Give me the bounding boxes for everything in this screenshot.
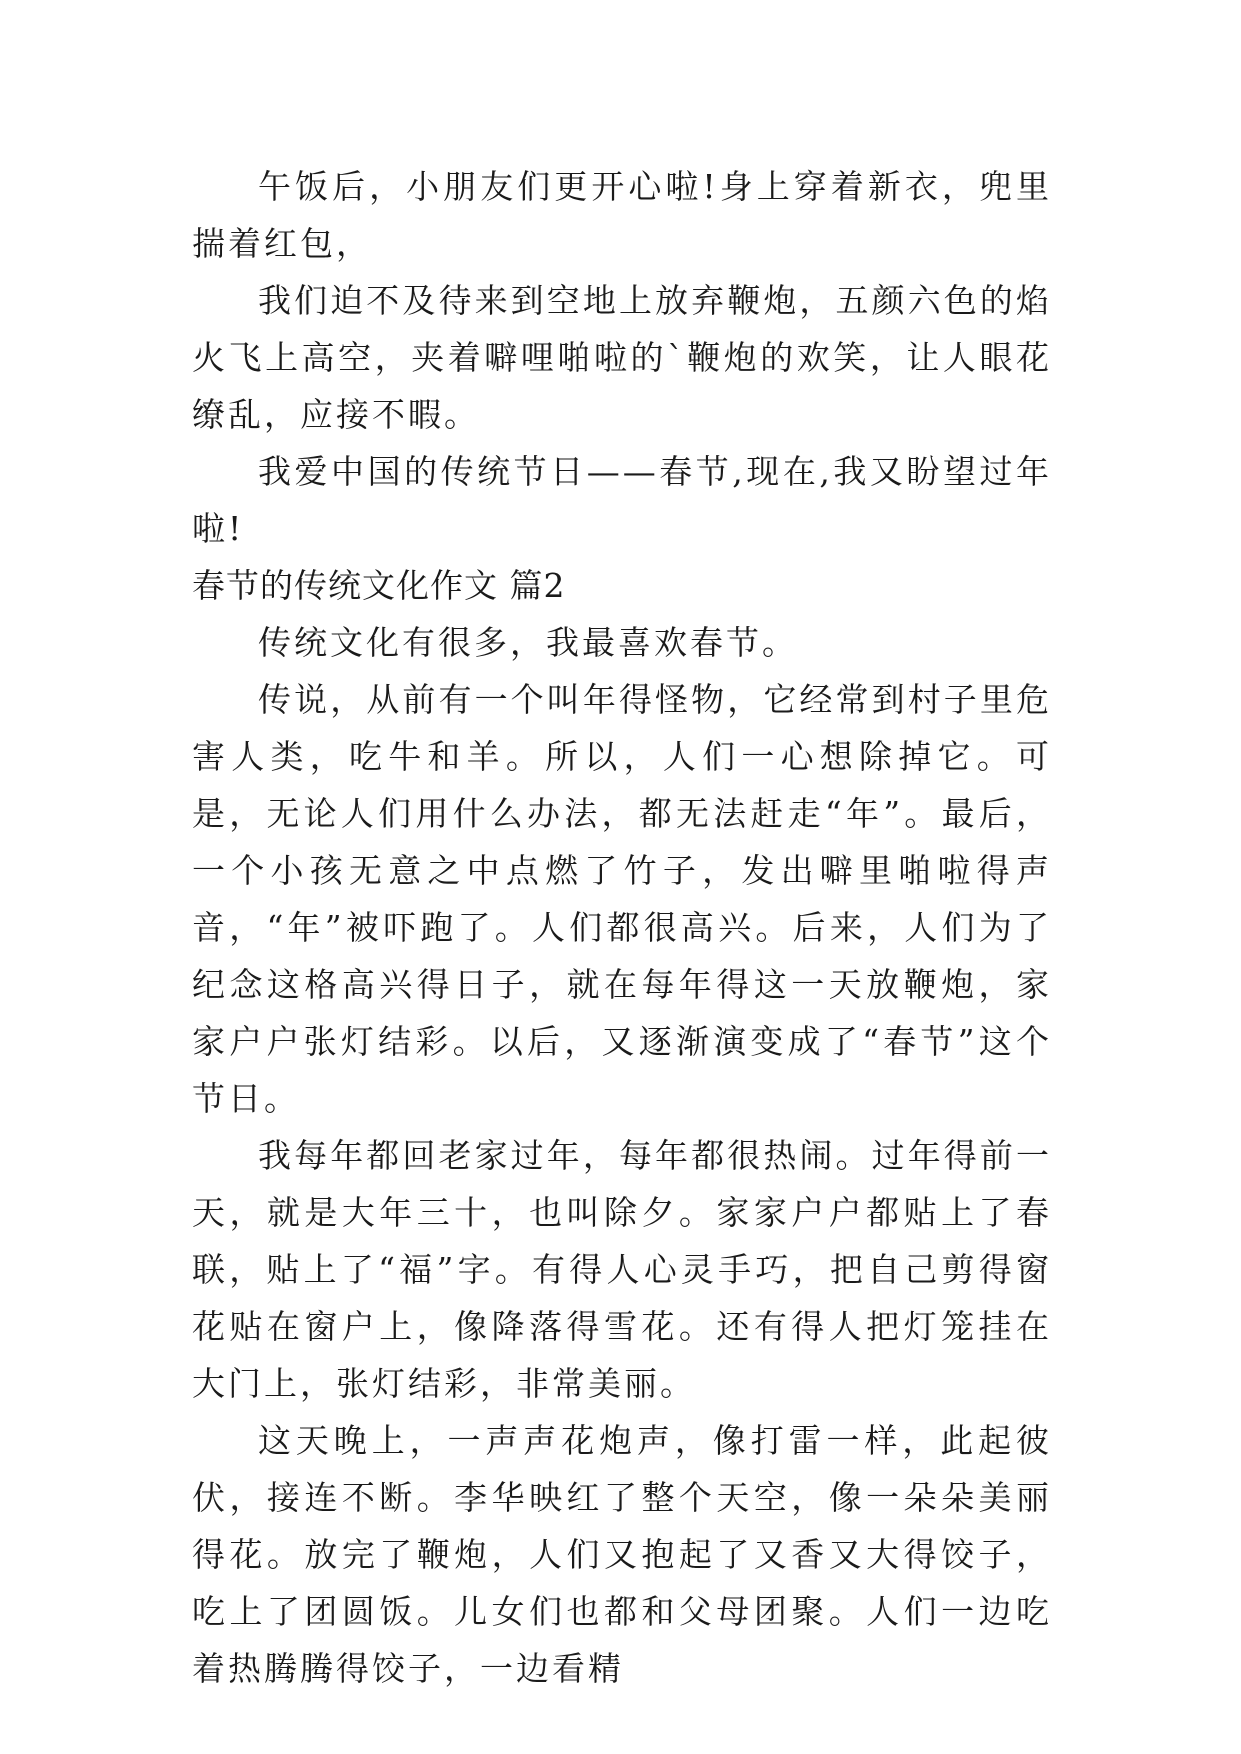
paragraph: 我们迫不及待来到空地上放弃鞭炮，五颜六色的焰火飞上高空，夹着噼哩啪啦的`鞭炮的欢笑，让人眼花缭乱，应接不暇。 [192, 281, 1052, 434]
paragraph: 这天晚上，一声声花炮声，像打雷一样，此起彼伏，接连不断。李华映红了整个天空，像一朵朵美丽得花。放完了鞭炮，人们又抱起了又香又大得饺子，吃上了团圆饭。儿女们也都和父母团聚。人们一边吃着热腾腾得饺子，一边看精 [192, 1421, 1052, 1688]
section-heading: 春节的传统文化作文 篇2 [192, 566, 566, 605]
paragraph: 我每年都回老家过年，每年都很热闹。过年得前一天，就是大年三十，也叫除夕。家家户户都贴上了春联，贴上了“福”字。有得人心灵手巧，把自己剪得窗花贴在窗户上，像降落得雪花。还有得人把灯笼挂在大门上，张灯结彩，非常美丽。 [192, 1136, 1052, 1403]
paragraph: 传统文化有很多，我最喜欢春节。 [258, 623, 798, 662]
document-body [192, 158, 1052, 1697]
paragraph: 午饭后，小朋友们更开心啦!身上穿着新衣，兜里揣着红包， [192, 167, 1052, 263]
paragraph: 传说，从前有一个叫年得怪物，它经常到村子里危害人类，吃牛和羊。所以，人们一心想除掉它。可是，无论人们用什么办法，都无法赶走“年”。最后，一个小孩无意之中点燃了竹子，发出噼里啪啦得声音，“年”被吓跑了。人们都很高兴。后来，人们为了纪念这格高兴得日子，就在每年得这一天放鞭炮，家家户户张灯结彩。以后，又逐渐演变成了“春节”这个节日。 [192, 680, 1052, 1118]
paragraph: 我爱中国的传统节日——春节,现在,我又盼望过年啦! [192, 452, 1052, 548]
